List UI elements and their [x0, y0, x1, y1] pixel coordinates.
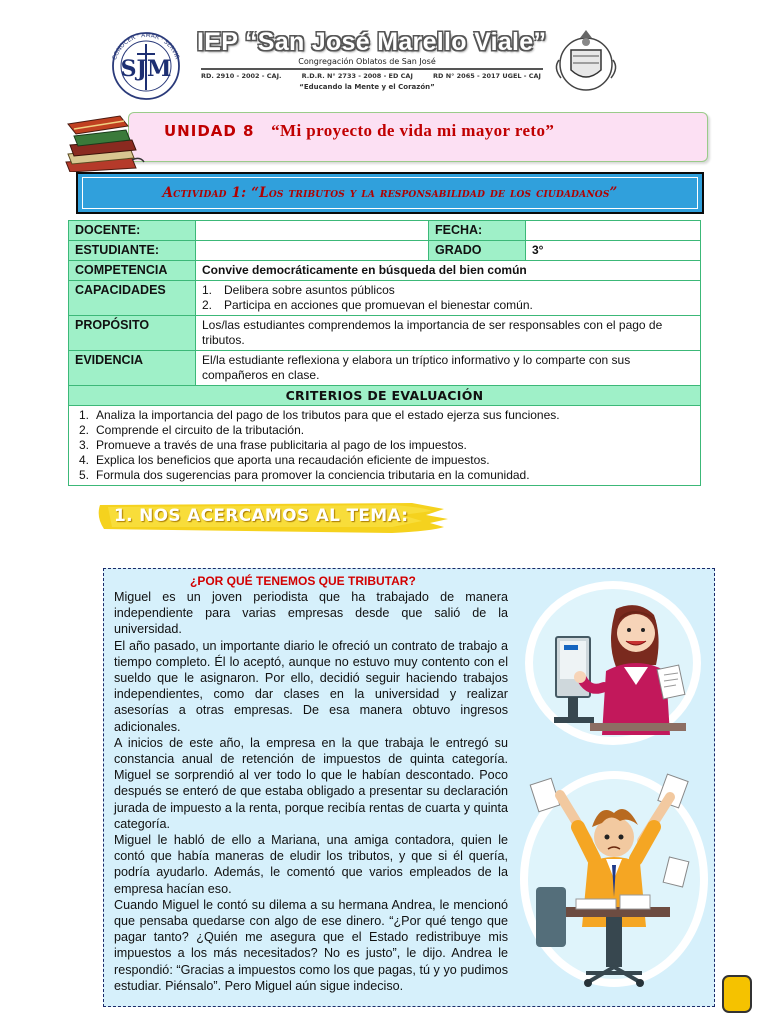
capacidades-value	[196, 281, 701, 316]
table-row-capacidades	[69, 281, 701, 316]
table-row-proposito	[69, 316, 701, 351]
proposito-value: Los/las estudiantes comprendemos la importancia de ser responsables con el pago de tributos.	[196, 316, 701, 351]
school-name: IEP “San José Marello Viale”	[197, 28, 547, 56]
reading-paragraph: A inicios de este año, la empresa en la que trabaja le entregó su constancia anual de retención de impuestos de quinta categoría. Miguel se sorprendió al ver todo lo que le habían descontado. Poco después se enteró de que estaba obligado a presentar su declaración jurada de impuesto a la renta, porque recibía rentas de cuarta y quinta categoría.	[114, 735, 508, 831]
reading-title: ¿POR QUÉ TENEMOS QUE TRIBUTAR?	[190, 574, 416, 588]
competencia-label: COMPETENCIA	[69, 261, 196, 281]
reading-box	[103, 568, 715, 1007]
list-item	[79, 408, 694, 423]
registration-1: RD. 2910 - 2002 - CAJ.	[201, 72, 282, 80]
list-number: 4.	[79, 453, 90, 467]
activity-title: Actividad 1: “Los tributos y la responsabilidad de los ciudadanos”	[162, 185, 618, 201]
capacidades-list	[202, 283, 694, 313]
info-table	[68, 220, 701, 486]
table-row-estudiante	[69, 241, 701, 261]
table-row-criterios	[69, 406, 701, 486]
stressed-man-illustration-icon	[516, 767, 712, 999]
logo-arc-text: CONOCER · AMAR · SERVIR	[111, 31, 181, 61]
grado-label: GRADO	[429, 241, 526, 261]
school-logo	[105, 24, 187, 102]
capacidades-label: CAPACIDADES	[69, 281, 196, 316]
list-item	[79, 438, 694, 453]
reading-paragraph: Miguel es un joven periodista que ha trabajado de manera independiente para varias empresas desde que salió de la universidad.	[114, 590, 508, 637]
table-row-competencia	[69, 261, 701, 281]
list-item	[79, 423, 694, 438]
list-text: Analiza la importancia del pago de los tributos para que el estado ejerza sus funciones.	[96, 408, 560, 422]
unit-banner	[128, 112, 708, 162]
reading-paragraph: El año pasado, un importante diario le ofreció un contrato de trabajo a tiempo completo. Él lo aceptó, aunque no estuvo muy contento con el sueldo que le asignaron. Por ello, decidió seguir haciendo trabajos independientes, como dar clases en la universidad y realizar asesorías a otras empresas. De esa manera obtuvo ingresos adicionales.	[114, 638, 508, 734]
list-text: Formula dos sugerencias para promover la conciencia tributaria en la comunidad.	[96, 468, 530, 482]
unit-label: UNIDAD 8	[164, 122, 255, 140]
table-row-criterios-header	[69, 386, 701, 406]
coat-of-arms-icon	[551, 26, 621, 96]
activity-inner	[82, 177, 698, 209]
docente-label: DOCENTE:	[69, 221, 196, 241]
grado-value: 3°	[526, 241, 701, 261]
evidencia-label: EVIDENCIA	[69, 351, 196, 386]
logo-monogram: SJM	[120, 56, 172, 82]
list-number: 1.	[202, 283, 213, 297]
estudiante-label: ESTUDIANTE:	[69, 241, 196, 261]
competencia-value: Convive democráticamente en búsqueda del bien común	[196, 261, 701, 281]
list-number: 5.	[79, 468, 90, 482]
criterios-list	[79, 408, 694, 483]
list-text: Delibera sobre asuntos públicos	[224, 283, 395, 297]
list-item	[202, 298, 694, 313]
list-item	[79, 453, 694, 468]
activity-banner	[76, 172, 704, 214]
docente-field[interactable]	[196, 221, 429, 241]
list-text: Explica los beneficios que aporta una recaudación eficiente de impuestos.	[96, 453, 490, 467]
school-motto: “Educando la Mente y el Corazón”	[299, 83, 435, 91]
list-number: 2.	[79, 423, 90, 437]
list-number: 2.	[202, 298, 213, 312]
evidencia-value: El/la estudiante reflexiona y elabora un tríptico informativo y lo comparte con sus compañeros en clase.	[196, 351, 701, 386]
list-text: Comprende el circuito de la tributación.	[96, 423, 305, 437]
registration-numbers	[201, 72, 541, 80]
fecha-label: FECHA:	[429, 221, 526, 241]
reading-paragraph: Cuando Miguel le contó su dilema a su hermana Andrea, le mencionó que pensaba quedarse con algo de ese dinero. “¿Por qué tengo que pagar tanto? ¿Quién me asegura que el Estado redistribuye mis impuestos a los más necesitados? No es justo”, le dijo. Andrea le respondió: “Gracias a impuestos como los que pagas, tú y yo pudimos estudiar. Piénsalo”. Pero Miguel aún sigue indeciso.	[114, 897, 508, 993]
table-row-docente	[69, 221, 701, 241]
header-divider	[201, 68, 543, 70]
list-text: Participa en acciones que promuevan el bienestar común.	[224, 298, 533, 312]
school-header	[105, 20, 625, 105]
unit-name: “Mi proyecto de vida mi mayor reto”	[271, 121, 555, 140]
page-tab-marker	[722, 975, 752, 1013]
proposito-label: PROPÓSITO	[69, 316, 196, 351]
registration-3: RD N° 2065 - 2017 UGEL - CAJ	[433, 72, 541, 80]
list-item	[79, 468, 694, 483]
section-title: 1. NOS ACERCAMOS AL TEMA:	[114, 506, 409, 526]
unit-title	[164, 121, 554, 141]
registration-2: R.D.R. N° 2733 - 2008 - ED CAJ	[301, 72, 413, 80]
list-text: Promueve a través de una frase publicitaria al pago de los impuestos.	[96, 438, 467, 452]
fecha-field[interactable]	[526, 221, 701, 241]
books-icon	[60, 110, 146, 172]
list-number: 1.	[79, 408, 90, 422]
happy-woman-illustration-icon	[520, 575, 706, 765]
list-item	[202, 283, 694, 298]
estudiante-field[interactable]	[196, 241, 429, 261]
list-number: 3.	[79, 438, 90, 452]
table-row-evidencia	[69, 351, 701, 386]
reading-paragraph: Miguel le habló de ello a Mariana, una amiga contadora, quien le contó que había maneras de eludir los tributos, y que si él quería, podría ayudarlo. Además, le comentó que varios empleados de la empresa hacían eso.	[114, 833, 508, 896]
congregation-name: Congregación Oblatos de San José	[298, 57, 436, 66]
section-heading	[92, 495, 452, 539]
criterios-value	[69, 406, 701, 486]
criterios-heading: CRITERIOS DE EVALUACIÓN	[69, 386, 701, 406]
reading-text	[114, 589, 508, 994]
